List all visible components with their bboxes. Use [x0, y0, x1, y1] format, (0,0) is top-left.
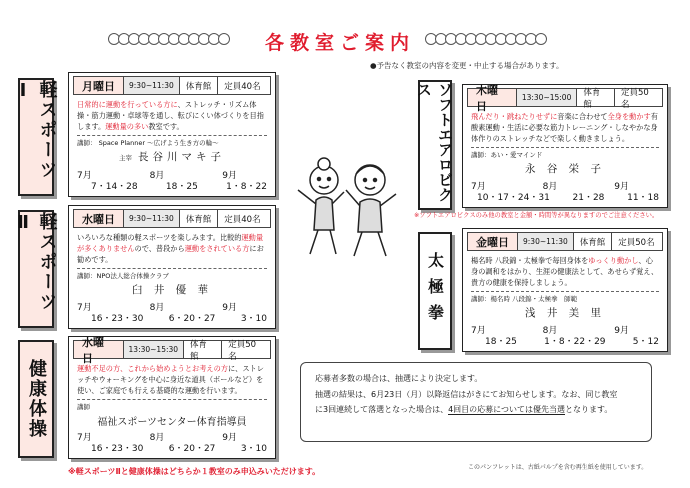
schedule-dates: 7月 8月 9月 10・17・24・31 21・28 11・18: [471, 182, 659, 203]
teacher-title: 講師：あい・愛マインド: [471, 151, 543, 159]
aerobics-note: ※ソフトエアロビクスのみ他の教室と金額・時間等が異なりますのでご注意ください。: [414, 212, 659, 219]
exercising-seniors-illustration: [292, 150, 404, 262]
footer-warning: ※軽スポーツⅡと健康体操はどちらか１教室のみ申込みいただけます。: [68, 467, 321, 476]
card-taikyokuken: [462, 228, 668, 352]
ring-binding-left: [108, 33, 228, 45]
venue: 体育館: [184, 341, 222, 358]
teacher-title: 講師：NPO法人総合体操クラブ: [77, 272, 169, 280]
time: 9:30~11:30: [124, 210, 180, 227]
schedule-dates: 7月 8月 9月 18・25 1・8・22・29 5・12: [471, 326, 659, 347]
day: 水曜日: [74, 210, 124, 227]
teacher-title: 講師： Space Planner ～広げよう生き方の輪～: [77, 139, 219, 147]
description: 飛んだり・跳ねたりせずに音楽に合わせて全身を動かす有酸素運動・生活に必要な筋力トレーニング・しなやかな身体作りのストレッチなどで楽しく動きましょう。: [471, 112, 658, 143]
teacher-box: [77, 268, 267, 297]
venue: 体育館: [180, 210, 219, 227]
page-title: 各教室ご案内: [264, 32, 415, 54]
teacher-box: [471, 291, 659, 320]
teacher-box: [77, 135, 267, 164]
teacher-box: [77, 399, 267, 428]
lottery-notice: [300, 362, 652, 442]
card-header: [467, 83, 663, 113]
capacity: 定員50名: [620, 87, 649, 110]
lottery-line-1: 応募者多数の場合は、抽選により決定します。: [315, 374, 483, 383]
capacity: 定員50名: [228, 339, 257, 362]
day: 水曜日: [74, 341, 124, 358]
card-kei-sports-1: [68, 72, 276, 197]
day: 木曜日: [468, 89, 517, 106]
teacher-name: 福祉スポーツセンター体育指導員: [97, 417, 247, 428]
card-header: [73, 209, 271, 228]
label-kenko-taiso: 健康体操: [18, 340, 54, 458]
card-kei-sports-2: [68, 205, 276, 329]
schedule-dates: 7月 8月 9月 7・14・28 18・25 1・8・22: [77, 171, 267, 192]
schedule-dates: 7月 8月 9月 16・23・30 6・20・27 3・10: [77, 433, 267, 454]
time: 13:30~15:30: [124, 341, 185, 358]
description: いろいろな種類の軽スポーツを楽しみます。比較的運動量が多くありませんので、普段から運動をされている方にお勧めです。: [77, 233, 264, 264]
schedule-dates: 7月 8月 9月 16・23・30 6・20・27 3・10: [77, 303, 267, 324]
recycled-paper-note: このパンフレットは、古紙パルプを含む再生紙を使用しています。: [468, 464, 648, 471]
teacher-title: 講師: [77, 403, 90, 411]
card-kenko-taiso: [68, 336, 276, 459]
label-taikyokuken: 太極拳: [418, 232, 452, 350]
label-kei-sports-2: 軽スポーツⅡ: [18, 210, 54, 328]
notice: ●予告なく教室の内容を変更・中止する場合があります。: [370, 61, 564, 70]
capacity: 定員40名: [224, 81, 261, 92]
teacher-title: 講師：楊名時 八段錦・太極拳 師範: [471, 295, 578, 303]
teacher-name: 永 谷 栄 子: [524, 163, 605, 175]
lottery-line-3: に3回連続して落選となった場合は、4回目の応募については優先当選となります。: [315, 405, 613, 414]
teacher-name: 主宰 長谷川マキ子: [119, 151, 225, 163]
venue: 体育館: [574, 233, 613, 250]
venue: 体育館: [180, 77, 219, 94]
description: 楊名時 八段錦・太極拳で毎回身体をゆっくり動かし、心身の調和をはかり、生涯の健康法として、あせらず覚え、貴方の健康を保持しましょう。: [471, 256, 659, 287]
card-header: [73, 76, 271, 95]
time: 9:30~11:30: [518, 233, 574, 250]
description: 運動不足の方、これから始めようとお考えの方に、ストレッチやウォーキングを中心に身近な道具（ボールなど）を使い、ご家庭でも行える基礎的な運動を行います。: [77, 364, 264, 395]
teacher-name: 臼 井 優 華: [131, 284, 212, 296]
description: 日常的に運動を行っている方に、ストレッチ・リズム体操・筋力運動・卓球等を通し、転びにくい体づくりを目指します。運動量の多い教室です。: [77, 100, 264, 131]
teacher-box: [471, 147, 659, 176]
card-soft-aerobics: [462, 84, 668, 208]
capacity: 定員50名: [618, 237, 655, 248]
time: 9:30~11:30: [124, 77, 180, 94]
capacity: 定員40名: [224, 214, 261, 225]
teacher-name: 浅 井 美 里: [524, 307, 605, 319]
card-header: [73, 335, 271, 365]
card-header: [467, 232, 663, 251]
lottery-line-2: 抽選の結果は、6月23日（月）以降返信はがきにてお知らせします。なお、同じ教室: [315, 389, 618, 399]
venue: 体育館: [577, 89, 615, 106]
label-kei-sports-1: 軽スポーツⅠ: [18, 78, 54, 196]
day: 月曜日: [74, 77, 124, 94]
ring-binding-right: [425, 33, 545, 45]
label-soft-aerobics: ソフトエアロビクス: [418, 80, 452, 210]
day: 金曜日: [468, 233, 518, 250]
time: 13:30~15:00: [517, 89, 578, 106]
